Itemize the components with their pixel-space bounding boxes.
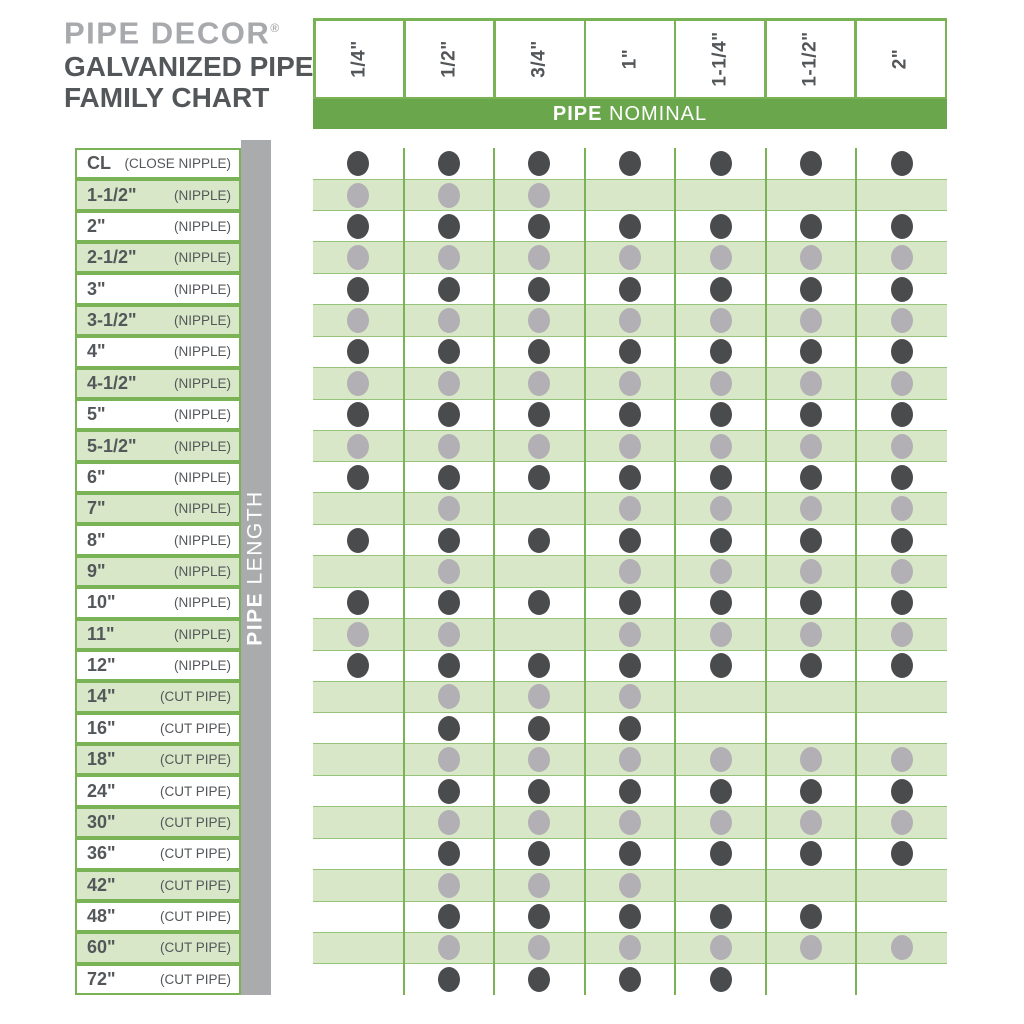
grid-column-line <box>855 148 857 995</box>
row-length-label: 48" <box>87 906 116 927</box>
row-label-4 <box>75 273 241 304</box>
availability-dot <box>710 151 732 176</box>
availability-dot <box>710 496 732 521</box>
availability-dot <box>528 183 550 208</box>
availability-dot <box>619 653 641 678</box>
availability-dot <box>710 214 732 239</box>
availability-dot <box>528 465 550 490</box>
column-header-label: 3/4" <box>528 39 550 78</box>
row-kind-label: (NIPPLE) <box>173 375 231 391</box>
availability-dot <box>891 465 913 490</box>
row-length-label: 2-1/2" <box>87 247 137 268</box>
availability-dot <box>891 935 913 960</box>
availability-dot <box>528 904 550 929</box>
registered-mark: ® <box>270 21 280 35</box>
availability-dot <box>619 465 641 490</box>
row-label-12 <box>75 524 241 555</box>
grid-column-line <box>403 148 405 995</box>
row-length-label: 10" <box>87 592 116 613</box>
row-kind-label: (NIPPLE) <box>173 658 231 674</box>
availability-dot <box>438 277 460 302</box>
availability-dot <box>710 967 732 992</box>
availability-dot <box>438 590 460 615</box>
availability-dot <box>619 716 641 741</box>
availability-dot <box>619 779 641 804</box>
row-length-label: 3" <box>87 278 106 299</box>
row-length-label: 9" <box>87 560 106 581</box>
availability-dot <box>891 653 913 678</box>
row-label-26 <box>75 964 241 995</box>
row-kind-label: (NIPPLE) <box>173 438 231 454</box>
availability-dot <box>891 371 913 396</box>
banner-label-bold: PIPE <box>552 103 603 125</box>
availability-dot <box>710 653 732 678</box>
availability-dot <box>710 528 732 553</box>
column-headers <box>313 18 947 99</box>
availability-dot <box>800 402 822 427</box>
row-label-5 <box>75 305 241 336</box>
availability-dot <box>438 559 460 584</box>
availability-dot <box>347 622 369 647</box>
row-label-16 <box>75 650 241 681</box>
row-kind-label: (NIPPLE) <box>173 407 231 423</box>
brand-header <box>64 10 313 113</box>
brand-logo <box>64 10 313 51</box>
availability-dot <box>891 841 913 866</box>
availability-dot <box>619 967 641 992</box>
availability-dot <box>528 967 550 992</box>
availability-dot <box>438 904 460 929</box>
availability-dot <box>347 277 369 302</box>
availability-dot <box>347 434 369 459</box>
availability-dot <box>619 841 641 866</box>
row-kind-label: (CUT PIPE) <box>159 940 231 956</box>
availability-dot <box>891 496 913 521</box>
availability-dot <box>800 590 822 615</box>
row-label-19 <box>75 744 241 775</box>
side-label-rest: LENGTH <box>244 489 268 584</box>
availability-dot <box>528 277 550 302</box>
chart-title-line1: GALVANIZED PIPE <box>64 51 314 83</box>
availability-dot <box>528 528 550 553</box>
row-label-21 <box>75 807 241 838</box>
row-label-17 <box>75 681 241 712</box>
row-label-13 <box>75 556 241 587</box>
availability-dot <box>438 339 460 364</box>
availability-dot <box>891 308 913 333</box>
banner-label-rest: NOMINAL <box>609 103 708 125</box>
availability-dot <box>891 559 913 584</box>
row-kind-label: (NIPPLE) <box>173 563 231 579</box>
availability-dot <box>800 559 822 584</box>
row-label-15 <box>75 619 241 650</box>
row-label-1 <box>75 179 241 210</box>
availability-dot <box>347 183 369 208</box>
availability-dot <box>800 371 822 396</box>
availability-dot <box>438 151 460 176</box>
row-label-25 <box>75 932 241 963</box>
availability-dot <box>619 402 641 427</box>
availability-dot <box>800 779 822 804</box>
row-length-label: 5-1/2" <box>87 435 137 456</box>
row-length-label: 24" <box>87 780 116 801</box>
row-label-23 <box>75 870 241 901</box>
column-header-4 <box>676 21 764 97</box>
availability-dot <box>800 277 822 302</box>
row-kind-label: (NIPPLE) <box>173 281 231 297</box>
row-kind-label: (NIPPLE) <box>173 626 231 642</box>
availability-dot <box>438 402 460 427</box>
availability-dot <box>710 904 732 929</box>
row-label-11 <box>75 493 241 524</box>
row-label-24 <box>75 901 241 932</box>
availability-dot <box>891 779 913 804</box>
row-kind-label: (NIPPLE) <box>173 250 231 266</box>
availability-dot <box>438 747 460 772</box>
row-kind-label: (NIPPLE) <box>173 595 231 611</box>
availability-dot <box>347 151 369 176</box>
availability-dot <box>619 810 641 835</box>
row-kind-label: (CUT PIPE) <box>159 909 231 925</box>
row-kind-label: (NIPPLE) <box>173 187 231 203</box>
availability-dot <box>619 371 641 396</box>
availability-dot <box>438 716 460 741</box>
availability-dot <box>800 841 822 866</box>
availability-dot <box>891 277 913 302</box>
availability-dot <box>619 528 641 553</box>
availability-dot <box>891 339 913 364</box>
column-header-label: 1-1/4" <box>709 30 731 87</box>
availability-dot <box>891 622 913 647</box>
availability-dot <box>438 873 460 898</box>
availability-dot <box>619 339 641 364</box>
availability-dot <box>438 465 460 490</box>
availability-dot <box>347 653 369 678</box>
column-header-3 <box>586 21 674 97</box>
availability-dot <box>438 496 460 521</box>
availability-dot <box>528 716 550 741</box>
availability-dot <box>800 434 822 459</box>
availability-dot <box>710 810 732 835</box>
row-kind-label: (CUT PIPE) <box>159 846 231 862</box>
row-length-label: 14" <box>87 686 116 707</box>
availability-dot <box>438 214 460 239</box>
availability-dot <box>619 873 641 898</box>
availability-dot <box>528 151 550 176</box>
row-kind-label: (CUT PIPE) <box>159 783 231 799</box>
row-length-label: 6" <box>87 466 106 487</box>
availability-dot <box>619 434 641 459</box>
row-labels <box>75 148 241 995</box>
availability-dot <box>891 434 913 459</box>
availability-dot <box>438 183 460 208</box>
availability-dot <box>619 622 641 647</box>
availability-dot <box>800 904 822 929</box>
row-kind-label: (CLOSE NIPPLE) <box>124 156 231 172</box>
availability-dot <box>800 622 822 647</box>
grid-column-line <box>765 148 767 995</box>
availability-dot <box>528 841 550 866</box>
row-kind-label: (CUT PIPE) <box>159 971 231 987</box>
availability-dot <box>710 245 732 270</box>
row-length-label: 5" <box>87 404 106 425</box>
row-label-6 <box>75 336 241 367</box>
availability-dot <box>710 590 732 615</box>
availability-dot <box>710 339 732 364</box>
pipe-nominal-banner <box>313 99 947 129</box>
row-kind-label: (CUT PIPE) <box>159 752 231 768</box>
row-label-0 <box>75 148 241 179</box>
availability-dot <box>438 434 460 459</box>
row-label-9 <box>75 430 241 461</box>
availability-dot <box>528 590 550 615</box>
availability-dot <box>710 622 732 647</box>
row-length-label: 16" <box>87 717 116 738</box>
column-header-label: 1" <box>619 48 641 69</box>
availability-dot <box>891 528 913 553</box>
availability-dot <box>347 214 369 239</box>
availability-dot <box>800 465 822 490</box>
row-length-label: 2" <box>87 215 106 236</box>
column-header-6 <box>857 21 945 97</box>
availability-dot <box>800 151 822 176</box>
row-kind-label: (NIPPLE) <box>173 218 231 234</box>
row-length-label: CL <box>87 153 111 174</box>
side-label-bold: PIPE <box>244 591 268 646</box>
availability-dot <box>347 465 369 490</box>
availability-dot <box>438 308 460 333</box>
row-kind-label: (CUT PIPE) <box>159 720 231 736</box>
column-header-5 <box>767 21 855 97</box>
availability-dot <box>438 810 460 835</box>
availability-dot <box>347 339 369 364</box>
column-header-2 <box>496 21 584 97</box>
pipe-length-bar <box>241 140 271 995</box>
row-kind-label: (NIPPLE) <box>173 469 231 485</box>
grid-row-band <box>313 179 947 212</box>
availability-dot <box>891 151 913 176</box>
availability-dot <box>438 779 460 804</box>
availability-dot <box>710 465 732 490</box>
column-header-label: 1/4" <box>348 39 370 78</box>
availability-dot <box>891 810 913 835</box>
availability-dot <box>710 935 732 960</box>
column-header-label: 1/2" <box>438 39 460 78</box>
row-length-label: 7" <box>87 498 106 519</box>
availability-dot <box>438 841 460 866</box>
availability-dot <box>528 779 550 804</box>
availability-dot <box>891 245 913 270</box>
availability-dot <box>438 653 460 678</box>
availability-dot <box>710 371 732 396</box>
grid-column-line <box>674 148 676 995</box>
row-length-label: 60" <box>87 937 116 958</box>
row-label-8 <box>75 399 241 430</box>
availability-dot <box>347 590 369 615</box>
row-label-22 <box>75 838 241 869</box>
row-length-label: 4-1/2" <box>87 372 137 393</box>
availability-dot <box>800 810 822 835</box>
row-label-7 <box>75 368 241 399</box>
pipe-length-label <box>244 490 268 645</box>
grid-column-line <box>493 148 495 995</box>
availability-dot <box>710 434 732 459</box>
column-header-label: 2" <box>889 48 911 69</box>
availability-dot <box>710 308 732 333</box>
availability-dot <box>710 277 732 302</box>
availability-dot <box>710 559 732 584</box>
availability-dot <box>528 402 550 427</box>
row-length-label: 36" <box>87 843 116 864</box>
row-length-label: 3-1/2" <box>87 310 137 331</box>
brand-name: PIPE DECOR <box>64 15 271 51</box>
row-length-label: 18" <box>87 749 116 770</box>
row-length-label: 11" <box>87 623 115 644</box>
row-length-label: 4" <box>87 341 106 362</box>
availability-dot <box>347 371 369 396</box>
availability-dot <box>528 214 550 239</box>
column-header-1 <box>406 21 494 97</box>
row-kind-label: (CUT PIPE) <box>159 689 231 705</box>
grid-column-line <box>584 148 586 995</box>
availability-dot <box>619 308 641 333</box>
row-kind-label: (NIPPLE) <box>173 313 231 329</box>
availability-dot <box>800 214 822 239</box>
availability-dot <box>438 622 460 647</box>
row-label-14 <box>75 587 241 618</box>
row-kind-label: (CUT PIPE) <box>159 814 231 830</box>
availability-dot <box>347 528 369 553</box>
row-label-18 <box>75 713 241 744</box>
availability-dot <box>619 559 641 584</box>
availability-dot <box>800 653 822 678</box>
availability-dot <box>528 434 550 459</box>
chart-title-line2: FAMILY CHART <box>64 82 270 114</box>
availability-dot <box>800 528 822 553</box>
availability-dot <box>619 214 641 239</box>
column-header-0 <box>316 21 404 97</box>
availability-dot <box>710 779 732 804</box>
availability-dot <box>891 747 913 772</box>
availability-dot <box>891 402 913 427</box>
row-label-2 <box>75 211 241 242</box>
row-length-label: 1-1/2" <box>87 184 137 205</box>
row-kind-label: (NIPPLE) <box>173 501 231 517</box>
availability-dot <box>347 402 369 427</box>
availability-dot <box>891 590 913 615</box>
row-kind-label: (NIPPLE) <box>173 344 231 360</box>
availability-dot <box>619 151 641 176</box>
row-label-10 <box>75 462 241 493</box>
availability-dot <box>619 904 641 929</box>
availability-dot <box>528 653 550 678</box>
availability-dot <box>710 402 732 427</box>
availability-dot <box>891 214 913 239</box>
row-length-label: 30" <box>87 811 116 832</box>
row-kind-label: (NIPPLE) <box>173 532 231 548</box>
availability-dot <box>800 339 822 364</box>
availability-dot <box>438 528 460 553</box>
availability-grid <box>313 148 947 995</box>
availability-dot <box>619 277 641 302</box>
row-kind-label: (CUT PIPE) <box>159 877 231 893</box>
row-length-label: 72" <box>87 968 116 989</box>
availability-dot <box>438 371 460 396</box>
availability-dot <box>619 590 641 615</box>
row-label-20 <box>75 775 241 806</box>
row-length-label: 42" <box>87 874 116 895</box>
availability-dot <box>710 841 732 866</box>
availability-dot <box>438 967 460 992</box>
column-header-label: 1-1/2" <box>799 30 821 87</box>
availability-dot <box>438 245 460 270</box>
availability-dot <box>800 308 822 333</box>
row-length-label: 8" <box>87 529 106 550</box>
availability-dot <box>528 339 550 364</box>
availability-dot <box>710 747 732 772</box>
row-length-label: 12" <box>87 655 116 676</box>
row-label-3 <box>75 242 241 273</box>
